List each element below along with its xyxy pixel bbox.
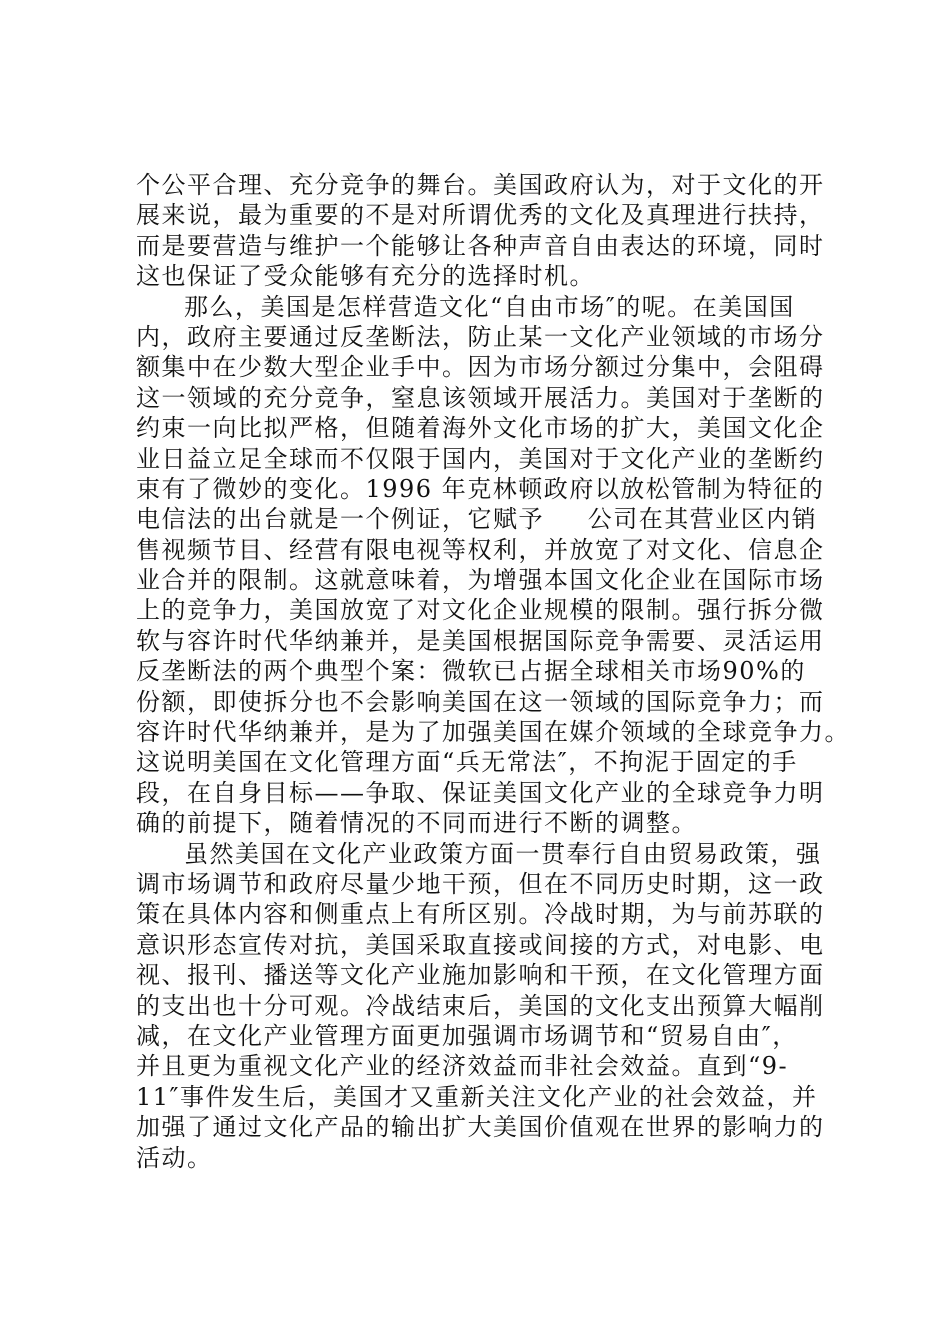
text-line: 业合并的限制。这就意味着，为增强本国文化企业在国际市场: [136, 566, 825, 595]
text-line: 售视频节目、经营有限电视等权利，并放宽了对文化、信息企: [136, 535, 825, 564]
text-line: 确的前提下，随着情况的不同而进行不断的调整。: [136, 809, 697, 838]
text-line: 业日益立足全球而不仅限于国内，美国对于文化产业的垄断约: [136, 444, 825, 473]
text-line: 电信法的出台就是一个例证，它赋予 公司在其营业区内销: [136, 505, 818, 534]
paragraph-first-line: 那么，美国是怎样营造文化“自由市场″的呢。在美国国: [184, 292, 795, 321]
text-line: 意识形态宣传对抗，美国采取直接或间接的方式，对电影、电: [136, 930, 825, 959]
article-body: [136, 170, 850, 1173]
text-line: 反垄断法的两个典型个案：微软已占据全球相关市场90%的: [136, 657, 806, 686]
text-line: 视、报刊、播送等文化产业施加影响和干预，在文化管理方面: [136, 961, 825, 990]
text-line: 减，在文化产业管理方面更加强调市场调节和“贸易自由″，: [136, 1021, 798, 1050]
text-line: 这一领域的充分竞争，窒息该领域开展活力。美国对于垄断的: [136, 383, 825, 412]
text-line: 束有了微妙的变化。1996 年克林顿政府以放松管制为特征的: [136, 474, 825, 503]
text-line: 并且更为重视文化产业的经济效益而非社会效益。直到“9-: [136, 1052, 789, 1081]
text-line: 份额，即使拆分也不会影响美国在这一领域的国际竞争力；而: [136, 687, 825, 716]
text-line: 段，在自身目标——争取、保证美国文化产业的全球竞争力明: [136, 778, 825, 807]
text-line: 上的竞争力，美国放宽了对文化企业规模的限制。强行拆分微: [136, 596, 825, 625]
text-line: 这也保证了受众能够有充分的选择时机。: [136, 262, 595, 291]
text-line: 策在具体内容和侧重点上有所区别。冷战时期，为与前苏联的: [136, 900, 825, 929]
text-line: 约束一向比拟严格，但随着海外文化市场的扩大，美国文化企: [136, 414, 825, 443]
text-line: 调市场调节和政府尽量少地干预，但在不同历史时期，这一政: [136, 869, 825, 898]
text-line: 11″事件发生后，美国才又重新关注文化产业的社会效益，并: [136, 1082, 818, 1111]
text-line: 容许时代华纳兼并，是为了加强美国在媒介领域的全球竞争力。: [136, 718, 850, 747]
text-line: 额集中在少数大型企业手中。因为市场分额过分集中，会阻碍: [136, 353, 825, 382]
text-line: 而是要营造与维护一个能够让各种声音自由表达的环境，同时: [136, 231, 825, 260]
text-line: 软与容许时代华纳兼并，是美国根据国际竞争需要、灵活运用: [136, 626, 825, 655]
text-line: 这说明美国在文化管理方面“兵无常法″，不拘泥于固定的手: [136, 748, 798, 777]
text-line: 内，政府主要通过反垄断法，防止某一文化产业领域的市场分: [136, 322, 825, 351]
text-line: 展来说，最为重要的不是对所谓优秀的文化及真理进行扶持，: [136, 201, 825, 230]
paragraph-first-line: 虽然美国在文化产业政策方面一贯奉行自由贸易政策，强: [184, 839, 822, 868]
text-line: 活动。: [136, 1143, 213, 1172]
text-line: 个公平合理、充分竞争的舞台。美国政府认为，对于文化的开: [136, 171, 825, 199]
text-line: 的支出也十分可观。冷战结束后，美国的文化支出预算大幅削: [136, 991, 825, 1020]
text-line: 加强了通过文化产品的输出扩大美国价值观在世界的影响力的: [136, 1113, 825, 1142]
